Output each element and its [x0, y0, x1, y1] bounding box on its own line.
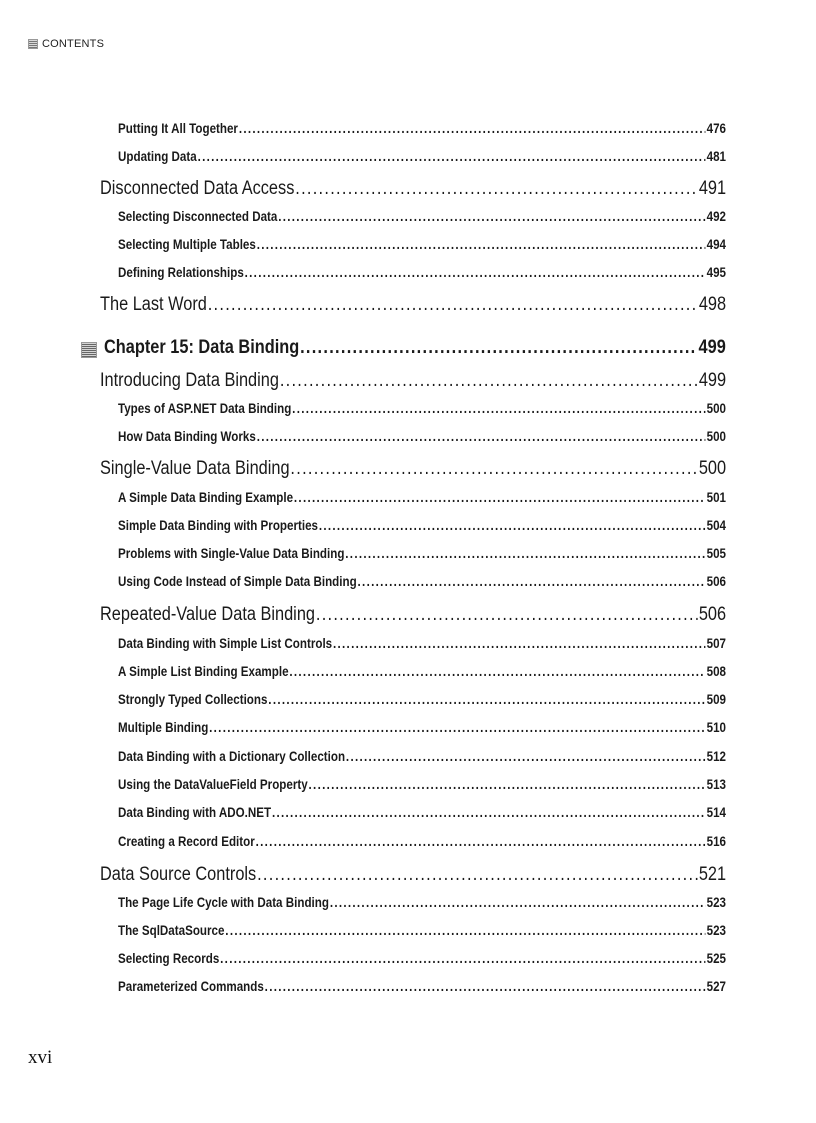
toc-entry-title: Updating Data — [118, 149, 197, 164]
toc-entry-page: 499 — [698, 370, 727, 391]
toc-subsection-entry[interactable] — [118, 923, 726, 938]
toc-leader-dots — [290, 458, 698, 480]
toc-entry-page: 516 — [706, 834, 727, 849]
toc-entry-title: Problems with Single-Value Data Binding — [118, 546, 345, 561]
toc-section-entry[interactable] — [100, 458, 726, 480]
toc-leader-dots — [245, 265, 706, 280]
toc-section-entry[interactable] — [100, 604, 726, 626]
toc-subsection-entry[interactable] — [118, 237, 726, 252]
toc-entry-page: 508 — [706, 664, 727, 679]
toc-subsection-entry[interactable] — [118, 720, 726, 735]
toc-entry-page: 507 — [706, 636, 727, 651]
toc-entry-title: Data Binding with a Dictionary Collection — [118, 749, 346, 764]
toc-entry-page: 523 — [706, 923, 727, 938]
toc-entry-title: A Simple List Binding Example — [118, 664, 289, 679]
toc-entry-page: 527 — [706, 979, 727, 994]
toc-leader-dots — [256, 834, 706, 849]
toc-entry-page: 506 — [706, 574, 727, 589]
toc-chapter-entry[interactable] — [104, 337, 726, 359]
toc-leader-dots — [309, 777, 706, 792]
toc-entry-title: Simple Data Binding with Properties — [118, 518, 318, 533]
toc-entry-title: Data Binding with Simple List Controls — [118, 636, 333, 651]
toc-entry-page: 499 — [698, 337, 726, 358]
toc-entry-page: 510 — [706, 720, 727, 735]
toc-subsection-entry[interactable] — [118, 979, 726, 994]
toc-leader-dots — [358, 574, 706, 589]
toc-leader-dots — [289, 664, 705, 679]
toc-entry-title: Repeated-Value Data Binding — [100, 604, 315, 625]
toc-leader-dots — [220, 951, 706, 966]
toc-leader-dots — [239, 121, 706, 136]
toc-subsection-entry[interactable] — [118, 895, 726, 910]
toc-section-entry[interactable] — [100, 864, 726, 886]
toc-leader-dots — [300, 337, 698, 359]
toc-entry-title: Selecting Multiple Tables — [118, 237, 256, 252]
toc-entry-title: Creating a Record Editor — [118, 834, 255, 849]
toc-subsection-entry[interactable] — [118, 209, 726, 224]
toc-subsection-entry[interactable] — [118, 518, 726, 533]
toc-leader-dots — [209, 720, 706, 735]
toc-leader-dots — [257, 864, 698, 886]
toc-entry-page: 500 — [706, 429, 727, 444]
toc-leader-dots — [345, 546, 705, 561]
toc-entry-page: 498 — [698, 294, 727, 315]
toc-subsection-entry[interactable] — [118, 149, 726, 164]
toc-subsection-entry[interactable] — [118, 574, 726, 589]
toc-entry-page: 523 — [706, 895, 727, 910]
toc-entry-page: 495 — [706, 265, 727, 280]
toc-entry-title: Data Source Controls — [100, 864, 257, 885]
toc-entry-page: 514 — [706, 805, 727, 820]
toc-entry-page: 491 — [698, 178, 727, 199]
toc-entry-page: 521 — [698, 864, 727, 885]
toc-entry-title: Selecting Records — [118, 951, 220, 966]
toc-entry-title: Types of ASP.NET Data Binding — [118, 401, 292, 416]
toc-subsection-entry[interactable] — [118, 265, 726, 280]
toc-leader-dots — [330, 895, 706, 910]
toc-leader-dots — [316, 604, 698, 626]
toc-entry-title: Using Code Instead of Simple Data Binding — [118, 574, 357, 589]
toc-entry-title: Multiple Binding — [118, 720, 209, 735]
toc-entry-page: 505 — [706, 546, 727, 561]
toc-subsection-entry[interactable] — [118, 401, 726, 416]
toc-leader-dots — [268, 692, 705, 707]
toc-subsection-entry[interactable] — [118, 834, 726, 849]
toc-subsection-entry[interactable] — [118, 951, 726, 966]
toc-subsection-entry[interactable] — [118, 636, 726, 651]
toc-leader-dots — [280, 370, 698, 392]
toc-leader-dots — [225, 923, 705, 938]
toc-leader-dots — [319, 518, 706, 533]
toc-entry-title: Introducing Data Binding — [100, 370, 279, 391]
toc-subsection-entry[interactable] — [118, 121, 726, 136]
toc-entry-title: Single-Value Data Binding — [100, 458, 290, 479]
toc-subsection-entry[interactable] — [118, 490, 726, 505]
toc-entry-title: A Simple Data Binding Example — [118, 490, 294, 505]
toc-entry-title: Chapter 15: Data Binding — [104, 337, 300, 358]
toc-subsection-entry[interactable] — [118, 805, 726, 820]
toc-entry-title: Selecting Disconnected Data — [118, 209, 278, 224]
toc-leader-dots — [295, 178, 698, 200]
toc-section-entry[interactable] — [100, 178, 726, 200]
chapter-marker-icon — [81, 342, 97, 358]
toc-entry-page: 509 — [706, 692, 727, 707]
toc-leader-dots — [208, 294, 698, 316]
toc-leader-dots — [292, 401, 706, 416]
toc-entry-title: Disconnected Data Access — [100, 178, 295, 199]
toc-entry-title: Strongly Typed Collections — [118, 692, 268, 707]
toc-subsection-entry[interactable] — [118, 429, 726, 444]
toc-entry-title: Data Binding with ADO.NET — [118, 805, 272, 820]
toc-section-entry[interactable] — [100, 294, 726, 316]
toc-entry-title: The Last Word — [100, 294, 207, 315]
toc-leader-dots — [265, 979, 706, 994]
toc-leader-dots — [272, 805, 706, 820]
toc-subsection-entry[interactable] — [118, 749, 726, 764]
toc-entry-page: 481 — [706, 149, 727, 164]
toc-entry-title: Putting It All Together — [118, 121, 238, 136]
toc-subsection-entry[interactable] — [118, 777, 726, 792]
toc-entry-page: 500 — [706, 401, 727, 416]
toc-leader-dots — [198, 149, 706, 164]
toc-entry-page: 501 — [706, 490, 727, 505]
toc-subsection-entry[interactable] — [118, 692, 726, 707]
toc-leader-dots — [294, 490, 706, 505]
toc-entry-page: 512 — [706, 749, 727, 764]
toc-entry-page: 525 — [706, 951, 727, 966]
running-header-label: CONTENTS — [42, 38, 105, 50]
toc-entry-page: 513 — [706, 777, 727, 792]
toc-entry-title: Defining Relationships — [118, 265, 244, 280]
toc-subsection-entry[interactable] — [118, 546, 726, 561]
page-number: xvi — [28, 1047, 53, 1068]
toc-entry-title: The SqlDataSource — [118, 923, 225, 938]
toc-section-entry[interactable] — [100, 370, 726, 392]
toc-leader-dots — [346, 749, 706, 764]
toc-entry-title: Using the DataValueField Property — [118, 777, 308, 792]
toc-entry-page: 500 — [698, 458, 727, 479]
contents-marker-icon — [28, 39, 38, 49]
toc-leader-dots — [333, 636, 706, 651]
toc-subsection-entry[interactable] — [118, 664, 726, 679]
toc-entry-page: 494 — [706, 237, 727, 252]
toc-leader-dots — [257, 237, 706, 252]
toc-entry-title: Parameterized Commands — [118, 979, 264, 994]
toc-entry-page: 504 — [706, 518, 727, 533]
toc-entry-page: 506 — [698, 604, 727, 625]
toc-entry-title: The Page Life Cycle with Data Binding — [118, 895, 329, 910]
toc-entry-page: 492 — [706, 209, 727, 224]
running-header — [28, 38, 104, 50]
toc-entry-page: 476 — [706, 121, 727, 136]
toc-leader-dots — [257, 429, 706, 444]
toc-entry-title: How Data Binding Works — [118, 429, 256, 444]
toc-leader-dots — [278, 209, 706, 224]
